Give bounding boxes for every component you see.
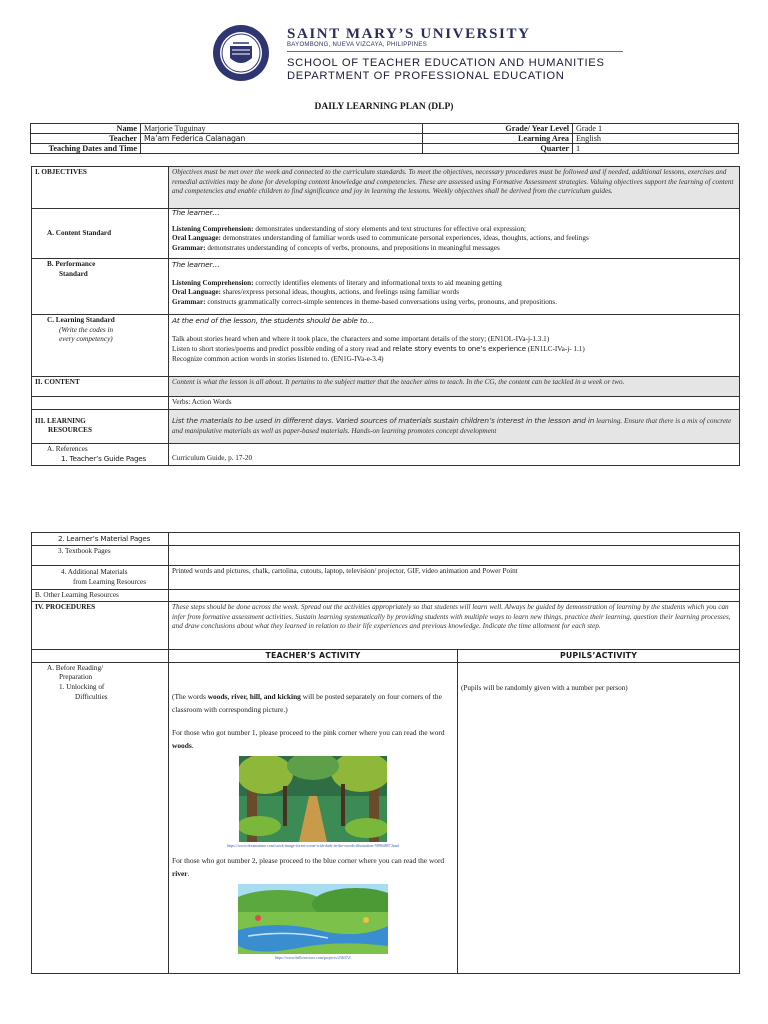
content-standard-item: Grammar: demonstrates understanding of concepts of verbs, pronouns, and prepositions in meaningful messages bbox=[172, 243, 500, 252]
pupils-activity-heading: PUPILS’ACTIVITY bbox=[458, 650, 740, 663]
additional-materials-label: 4. Additional Materials from Learning Resources bbox=[61, 568, 147, 586]
learning-standard-note: (Write the codes in every competency) bbox=[59, 325, 114, 344]
performance-standard-item: Grammar: constructs grammatically correct-simple sentences in theme-based conversations using verbs, pronouns, and prepositions. bbox=[172, 297, 558, 306]
objectives-note: Objectives must be met over the week and connected to the curriculum standards. To meet the objectives, necessary procedures must be followed and if needed, additional lessons, exercises and remedial activities may be done for developing content knowledge and competencies. These are assessed using Formative Assessment strategies. Valuing objectives support the learning of content and competencies and enable children to find significance and joy in learning the lessons. Weekly objectives shall be derived from the curriculum guides. bbox=[169, 167, 740, 209]
pupils-activity-cell bbox=[458, 662, 740, 973]
learning-standard-item: Listen to short stories/poems and predict possible ending of a story read and relate story events to one’s experience (EN1LC-IVa-j- 1.1) bbox=[172, 344, 585, 354]
learning-area-label: Learning Area bbox=[423, 134, 573, 144]
river-image-caption[interactable]: https://www.hellovectors.com/projects/236372/ bbox=[275, 954, 351, 960]
learners-material-label: 2. Learner’s Material Pages bbox=[32, 533, 169, 546]
teacher-value: Ma’am Federica Calanagan bbox=[141, 134, 423, 144]
textbook-label: 3. Textbook Pages bbox=[32, 545, 169, 565]
teaching-dates-value bbox=[141, 144, 423, 154]
quarter-value: 1 bbox=[573, 144, 739, 154]
teachers-guide-label: 1. Teacher’s Guide Pages bbox=[61, 454, 147, 464]
school-name: SCHOOL OF TEACHER EDUCATION AND HUMANITIES bbox=[287, 57, 605, 69]
teacher-instruction: (The words woods, river, hill, and kicking will be posted separately on four corners of the classroom with corresponding picture.) bbox=[172, 691, 442, 714]
performance-standard-item: Oral Language: shares/express personal ideas, thoughts, actions, and feelings using familiar words bbox=[172, 288, 460, 297]
content-label: II. CONTENT bbox=[32, 377, 169, 397]
pupil-response: (Pupils will be randomly given with a number per person) bbox=[461, 683, 628, 692]
learning-standard-label: C. Learning Standard bbox=[47, 316, 115, 324]
department-name: DEPARTMENT OF PROFESSIONAL EDUCATION bbox=[287, 70, 565, 82]
content-standard-label: A. Content Standard bbox=[47, 228, 112, 237]
teachers-activity-heading: TEACHER’S ACTIVITY bbox=[169, 650, 458, 663]
grade-value: Grade 1 bbox=[573, 124, 739, 134]
content-standard-item: Listening Comprehension: demonstrates understanding of story elements and text structures for effective oral expression; bbox=[172, 224, 527, 233]
performance-standard-label: B. Performance Standard bbox=[47, 260, 96, 278]
learning-standard-item: Talk about stories heard when and where it took place, the characters and some important details of the story; (EN1OL-IVa-j-1.3.1) bbox=[172, 334, 550, 343]
objectives-label: I. OBJECTIVES bbox=[32, 167, 169, 209]
university-name: SAINT MARY’S UNIVERSITY bbox=[287, 26, 531, 42]
river-image bbox=[238, 884, 388, 954]
university-address: BAYOMBONG, NUEVA VIZCAYA, PHILIPPINES bbox=[287, 42, 428, 48]
teachers-guide-value: Curriculum Guide, p. 17-20 bbox=[169, 443, 740, 465]
unlocking-difficulties-label: 1. Unlocking of Difficulties bbox=[59, 682, 108, 701]
teacher-instruction: For those who got number 2, please proceed to the blue corner where you can read the word river. bbox=[172, 855, 445, 878]
woods-image-caption[interactable]: https://www.dreamstime.com/stock-image-forest-scene-with-dark-in-the-woods-illustration-58964867.html bbox=[226, 842, 400, 848]
content-standard-intro: The learner… bbox=[172, 208, 220, 217]
performance-standard-item: Listening Comprehension: correctly identifies elements of literary and informational texts to aid meaning getting bbox=[172, 278, 502, 287]
learning-standard-item: Recognize common action words in stories listened to. (EN1G-IVa-e-3.4) bbox=[172, 354, 384, 363]
performance-standard-cell bbox=[169, 259, 740, 315]
university-seal bbox=[212, 24, 270, 82]
procedures-label: IV. PROCEDURES bbox=[32, 602, 169, 650]
plan-table-page2 bbox=[31, 532, 740, 974]
woods-image bbox=[239, 756, 387, 842]
content-standard-cell bbox=[169, 209, 740, 259]
content-note: Content is what the lesson is all about. It pertains to the subject matter that the teacher aims to teach. In the CG, the content can be tackled in a week or two. bbox=[169, 377, 740, 397]
plan-table-page1 bbox=[31, 166, 740, 466]
content-value: Verbs: Action Words bbox=[169, 397, 740, 410]
procedures-note: These steps should be done across the week. Spread out the activities appropriately so that students will learn well. Always be guided by demonstration of learning by the students which you can infer from formative assessment activities. Sustain learning systematically by providing students with multiple ways to learn new things, practice their learning, question their learning processes, and draw conclusions about what they learned in relation to their life experiences and previous knowledge. Indicate the time allotment for each step. bbox=[169, 602, 740, 650]
teacher-label: Teacher bbox=[31, 134, 141, 144]
quarter-label: Quarter bbox=[423, 144, 573, 154]
additional-materials-value: Printed words and pictures, chalk, cartolina, cutouts, laptop, television/ projector, GIF, video animation and Power Point bbox=[169, 565, 740, 589]
learning-standard-intro: At the end of the lesson, the students should be able to… bbox=[172, 316, 375, 325]
learning-resources-label: III. LEARNING RESOURCES bbox=[35, 416, 92, 435]
learning-resources-note: List the materials to be used in different days. Varied sources of materials sustain children’s interest in the lesson and in learning. Ensure that there is a mix of concrete and manipulative materials as well as paper-based materials. Hands-on learning promotes concept development bbox=[169, 409, 740, 443]
references-label: A. References bbox=[47, 444, 88, 453]
name-label: Name bbox=[31, 124, 141, 134]
content-standard-item: Oral Language: demonstrates understanding of familiar words used to communicate personal experiences, ideas, thoughts, actions, and feelings bbox=[172, 234, 589, 243]
learning-standard-cell bbox=[169, 315, 740, 377]
other-resources-label: B. Other Learning Resources bbox=[32, 589, 169, 602]
teachers-activity-cell bbox=[169, 662, 458, 973]
header-rule bbox=[287, 51, 623, 52]
info-table bbox=[30, 123, 739, 154]
document-title: DAILY LEARNING PLAN (DLP) bbox=[314, 102, 454, 112]
name-value: Marjorie Tuguinay bbox=[141, 124, 423, 134]
before-reading-label: A. Before Reading/ Preparation bbox=[47, 663, 104, 682]
teaching-dates-label: Teaching Dates and Time bbox=[31, 144, 141, 154]
performance-standard-intro: The learner… bbox=[172, 260, 220, 269]
teacher-instruction: For those who got number 1, please proceed to the pink corner where you can read the word woods. bbox=[172, 727, 445, 750]
learning-area-value: English bbox=[573, 134, 739, 144]
grade-label: Grade/ Year Level bbox=[423, 124, 573, 134]
